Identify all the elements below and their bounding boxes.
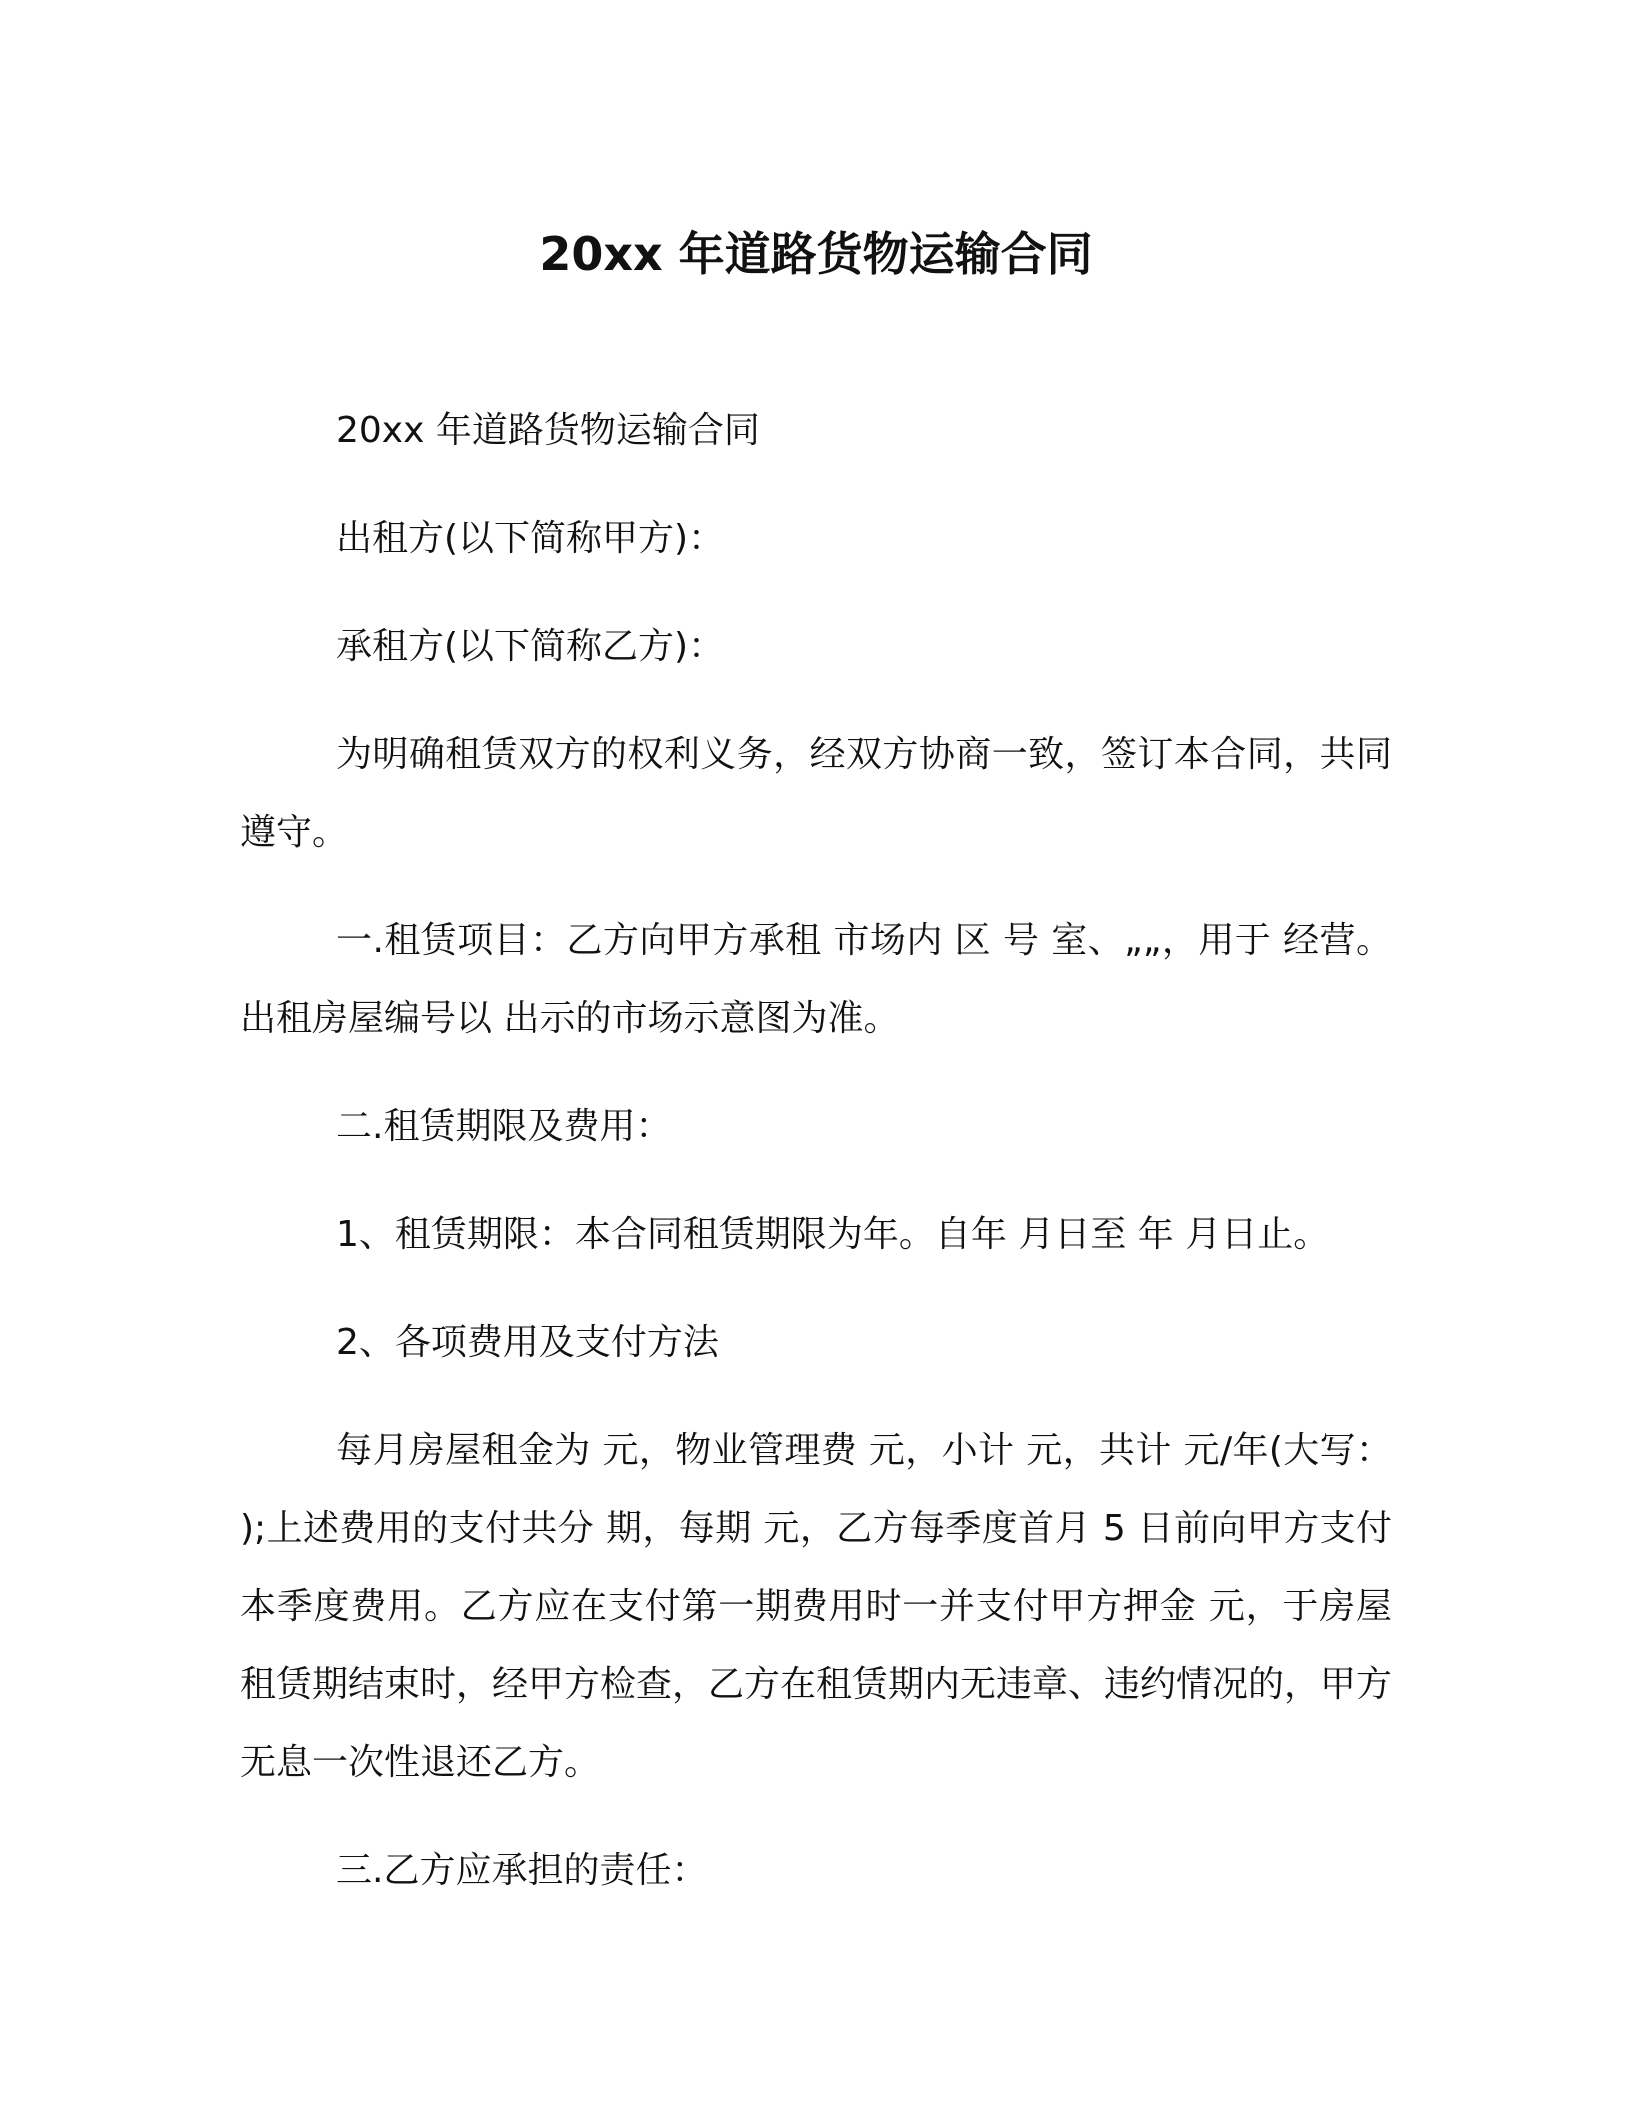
paragraph-lessor: 出租方(以下简称甲方)：: [336, 518, 725, 559]
paragraph-purpose: 为明确租赁双方的权利义务，经双方协商一致，签订本合同，共同遵守。: [240, 734, 1392, 853]
paragraph-fees-detail: 每月房屋租金为 元，物业管理费 元，小计 元，共计 元/年(大写： );上述费用的支付共分 期，每期 元，乙方每季度首月 5 日前向甲方支付本季度费用。乙方应在支付第一期费用时一并支付甲方押金 元，于房屋租赁期结束时，经甲方检查，乙方在租赁期内无违章、违约情况的，甲方无息一次性退还乙方。: [240, 1430, 1393, 1783]
paragraph-lease-term: 1、租赁期限：本合同租赁期限为年。自年 月日至 年 月日止。: [336, 1214, 1330, 1255]
paragraph-fees-heading: 2、各项费用及支付方法: [336, 1322, 719, 1363]
paragraph-heading-repeat: 20xx 年道路货物运输合同: [336, 410, 760, 451]
document-title: 20xx 年道路货物运输合同: [539, 227, 1093, 281]
document-body: [240, 392, 1392, 1940]
paragraph-section-2-heading: 二.租赁期限及费用：: [336, 1106, 672, 1147]
paragraph-section-1: 一.租赁项目：乙方向甲方承租 市场内 区 号 室、„„，用于 经营。出租房屋编号以 出示的市场示意图为准。: [240, 920, 1392, 1039]
paragraph-section-3-heading: 三.乙方应承担的责任：: [336, 1850, 708, 1891]
paragraph-lessee: 承租方(以下简称乙方)：: [336, 626, 725, 667]
